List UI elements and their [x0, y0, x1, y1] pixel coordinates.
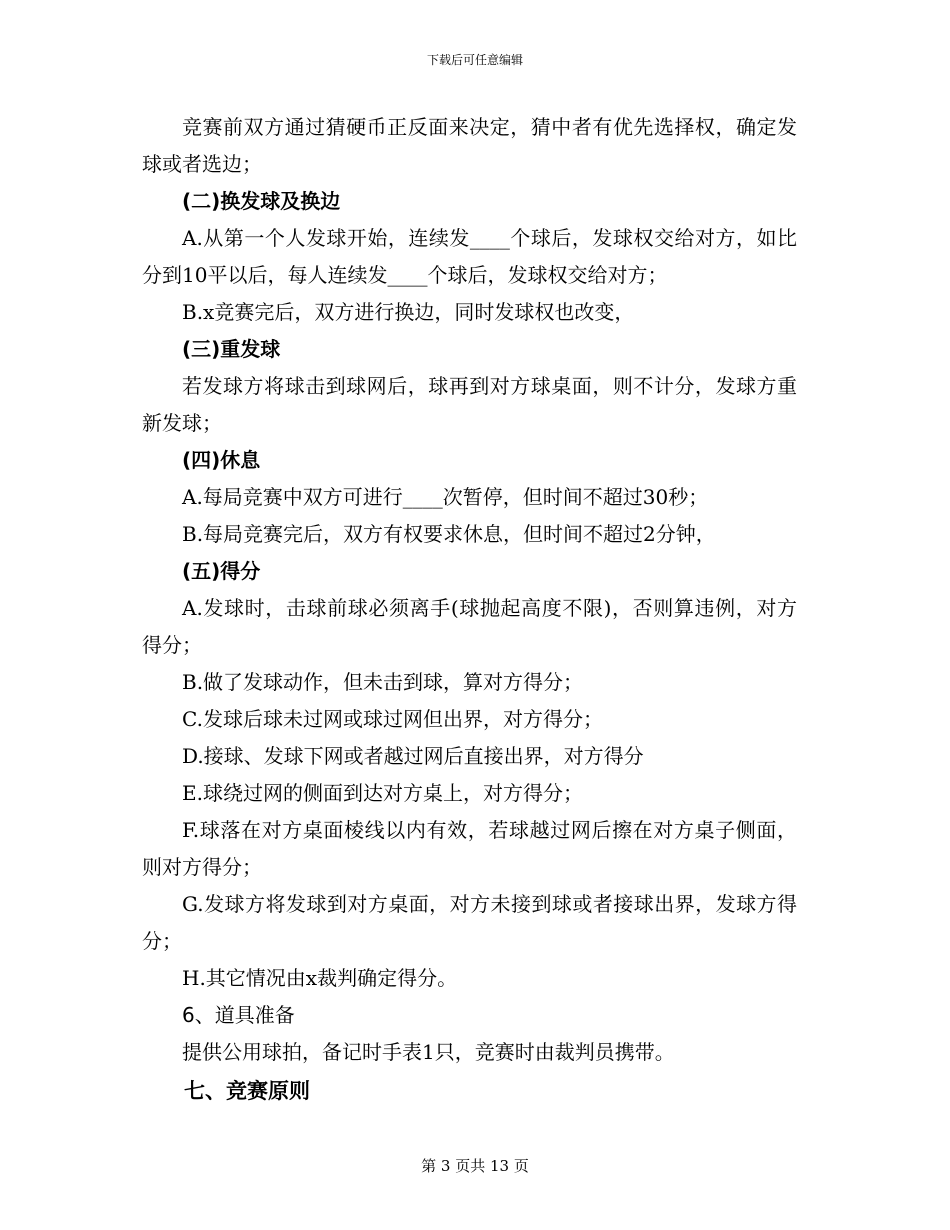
paragraph-score-b: B.做了发球动作，但未击到球，算对方得分； [182, 670, 584, 694]
heading-rest: (四)休息 [182, 448, 261, 472]
document-body [142, 109, 797, 1111]
paragraph-score-c: C.发球后球未过网或球过网但出界，对方得分； [182, 707, 603, 731]
paragraph-rest-b: B.每局竞赛完后，双方有权要求休息，但时间不超过2分钟， [182, 522, 716, 546]
heading-scoring: (五)得分 [182, 559, 261, 583]
paragraph-score-g: G.发球方将发球到对方桌面，对方未接到球或者接球出界，发球方得分； [142, 892, 797, 953]
paragraph-equipment: 提供公用球拍，备记时手表1只，竞赛时由裁判员携带。 [182, 1040, 675, 1064]
page-header: 下载后可任意编辑 [426, 53, 523, 67]
paragraph-reserve: 若发球方将球击到球网后，球再到对方球桌面，则不计分，发球方重新发球； [142, 374, 797, 435]
paragraph-score-d: D.接球、发球下网或者越过网后直接出界，对方得分 [182, 744, 644, 768]
heading-reserve: (三)重发球 [182, 337, 281, 361]
paragraph-score-e: E.球绕过网的侧面到达对方桌上，对方得分； [182, 781, 583, 805]
paragraph-score-h: H.其它情况由x裁判确定得分。 [182, 966, 458, 990]
paragraph-serve-b: B.x竞赛完后，双方进行换边，同时发球权也改变， [182, 300, 635, 324]
paragraph-serve-a: A.从第一个人发球开始，连续发____个球后，发球权交给对方，如比分到10平以后，每人连续发____个球后，发球权交给对方； [142, 226, 797, 287]
paragraph-score-f: F.球落在对方桌面棱线以内有效，若球越过网后擦在对方桌子侧面，则对方得分； [142, 818, 797, 879]
heading-serve-change: (二)换发球及换边 [182, 189, 341, 213]
paragraph-score-a: A.发球时，击球前球必须离手(球抛起高度不限)，否则算违例，对方得分； [142, 596, 797, 657]
heading-principles: 七、竞赛原则 [184, 1079, 310, 1103]
paragraph-rest-a: A.每局竞赛中双方可进行____次暂停，但时间不超过30秒； [182, 485, 709, 509]
page-footer: 第 3 页共 13 页 [421, 1157, 529, 1175]
heading-equipment: 6、道具准备 [182, 1003, 295, 1027]
paragraph-coin-toss: 竞赛前双方通过猜硬币正反面来决定，猜中者有优先选择权，确定发球或者选边； [142, 115, 797, 176]
